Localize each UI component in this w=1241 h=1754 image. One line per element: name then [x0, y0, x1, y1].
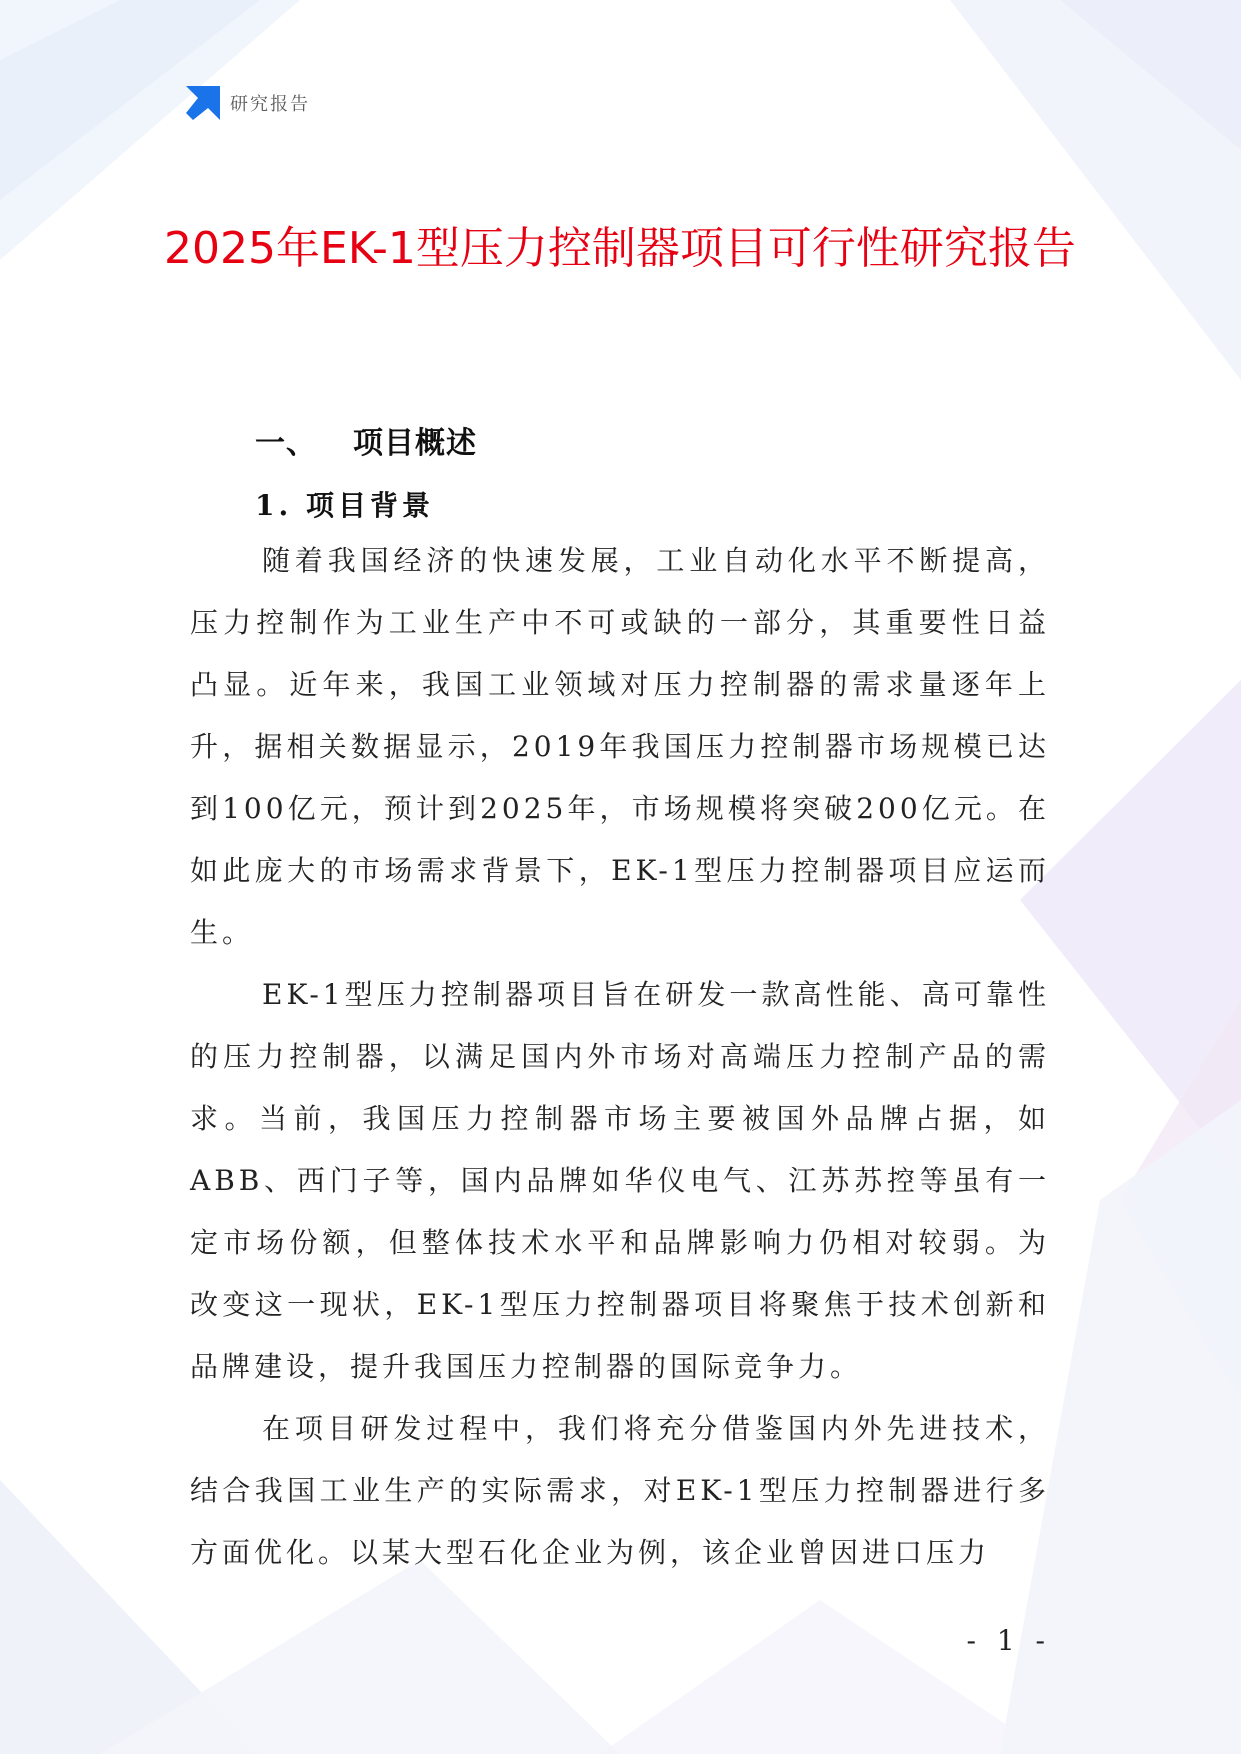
section-title: 项目概述 — [353, 426, 477, 461]
report-header — [186, 86, 310, 120]
subsection-heading: 1. 项目背景 — [255, 489, 434, 522]
paragraph: EK-1型压力控制器项目旨在研发一款高性能、高可靠性的压力控制器，以满足国内外市场对高端压力控制产品的需求。当前，我国压力控制器市场主要被国外品牌占据，如ABB、西门子等，国内品牌如华仪电气、江苏苏控等虽有一定市场份额，但整体技术水平和品牌影响力仍相对较弱。为改变这一现状，EK-1型压力控制器项目将聚焦于技术创新和品牌建设，提升我国压力控制器的国际竞争力。 — [190, 978, 1050, 1383]
section-heading — [255, 418, 477, 462]
body-text — [190, 530, 1050, 1584]
page-number: - 1 - — [966, 1624, 1051, 1657]
paragraph: 随着我国经济的快速发展，工业自动化水平不断提高，压力控制作为工业生产中不可或缺的一部分，其重要性日益凸显。近年来，我国工业领域对压力控制器的需求量逐年上升，据相关数据显示，2019年我国压力控制器市场规模已达到100亿元，预计到2025年，市场规模将突破200亿元。在如此庞大的市场需求背景下，EK-1型压力控制器项目应运而生。 — [190, 544, 1050, 949]
paragraph: 在项目研发过程中，我们将充分借鉴国内外先进技术，结合我国工业生产的实际需求，对EK-1型压力控制器进行多方面优化。以某大型石化企业为例，该企业曾因进口压力 — [190, 1412, 1050, 1569]
header-label: 研究报告 — [230, 94, 310, 115]
section-number: 一、 — [255, 426, 317, 461]
document-title: 2025年EK-1型压力控制器项目可行性研究报告 — [164, 223, 1076, 274]
arrow-up-right-icon — [186, 86, 220, 120]
